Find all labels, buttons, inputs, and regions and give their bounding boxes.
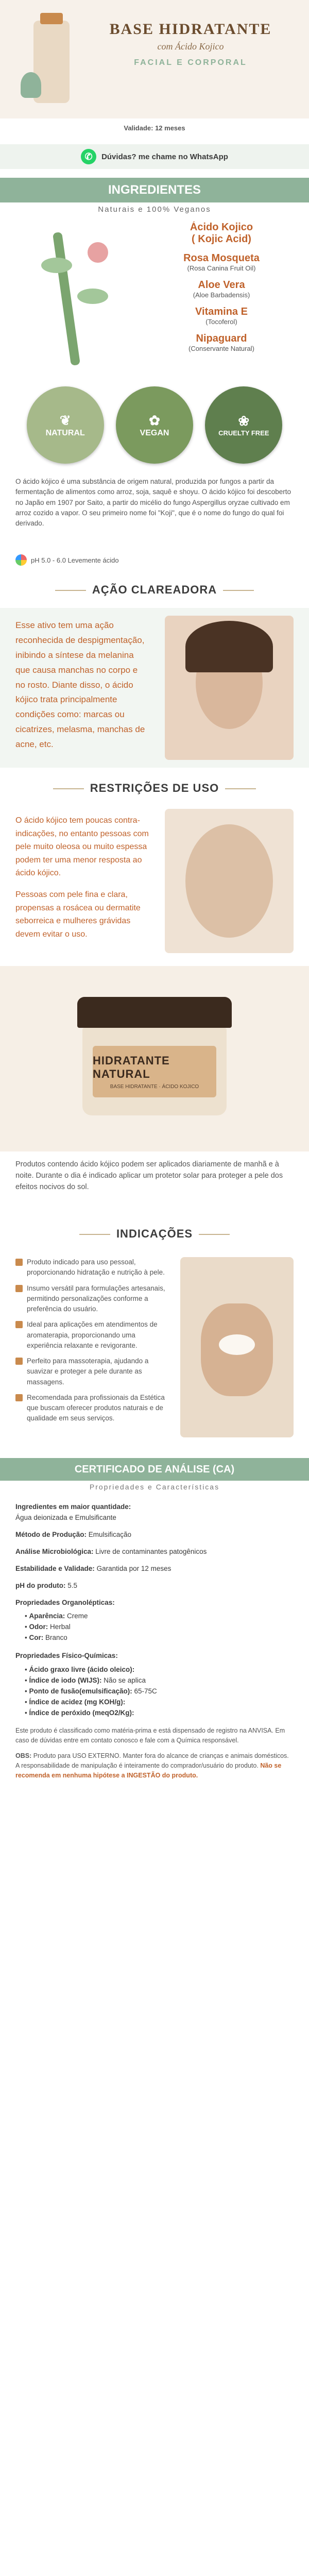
product-title: BASE HIDRATANTE	[109, 21, 272, 38]
indication-text: Produto indicado para uso pessoal, proporcionando hidratação e nutrição à pele.	[27, 1258, 165, 1277]
action-section	[0, 608, 309, 768]
cert-label: Análise Microbiológica:	[15, 1547, 94, 1555]
indications-heading-row	[0, 1221, 309, 1247]
certificate-subtitle-row	[0, 1483, 309, 1496]
restrictions-heading-row	[0, 775, 309, 801]
organoleptic-label: Cor:	[29, 1634, 44, 1642]
physchem-label: Ácido graxo livre (ácido oleico):	[29, 1666, 135, 1674]
ingredient-item	[154, 306, 288, 326]
ingredient-detail: (Aloe Barbadensis)	[193, 291, 250, 299]
organoleptic-value: Herbal	[48, 1623, 71, 1631]
cert-line	[15, 1581, 294, 1591]
ingredient-item	[154, 222, 288, 245]
indications-title: INDICAÇÕES	[0, 1221, 309, 1247]
sprout-icon: ✿	[149, 412, 160, 428]
ingredient-detail: (Tocoferol)	[205, 318, 237, 326]
indication-text: Recomendada para profissionais da Estética que buscam oferecer produtos naturais e de qualidade em seus serviços.	[27, 1393, 165, 1422]
indications-section	[0, 1252, 309, 1448]
physchem-label: Índice de peróxido (meqO2/Kg):	[29, 1708, 134, 1717]
badge-label: NATURAL	[45, 428, 85, 437]
cert-value: Água deionizada e Emulsificante	[15, 1513, 116, 1521]
ingredients-title: INGREDIENTES	[108, 183, 201, 197]
validity-strip	[0, 124, 309, 139]
organoleptic-label: Aparência:	[29, 1612, 65, 1620]
woman-skin-image	[165, 809, 294, 953]
whatsapp-label: Dúvidas? me chame no WhatsApp	[101, 152, 228, 161]
ingredients-subtitle-row	[0, 205, 309, 219]
ingredients-title-bar	[0, 178, 309, 202]
jar-sublabel: BASE HIDRATANTE · ÁCIDO KOJICO	[110, 1083, 199, 1090]
cert-line	[15, 1564, 294, 1574]
intro-section	[0, 477, 309, 549]
ingredient-detail: (Conservante Natural)	[188, 345, 254, 352]
ingredient-name: Vitamina E	[195, 306, 248, 317]
cert-value: Livre de contaminantes patogênicos	[93, 1547, 207, 1555]
check-icon	[15, 1321, 23, 1328]
cert-line	[15, 1502, 294, 1523]
action-heading-row	[0, 577, 309, 603]
physchem-item: • Ponto de fusão(emulsificação): 65-75C	[25, 1687, 157, 1695]
restrictions-title: RESTRIÇÕES DE USO	[0, 775, 309, 801]
organoleptic-item: • Odor: Herbal	[25, 1623, 71, 1631]
organoleptic-value: Branco	[43, 1634, 67, 1642]
ingredient-item	[154, 279, 288, 299]
indication-item	[15, 1283, 170, 1315]
hands-image	[180, 1257, 294, 1437]
certificate-title: CERTIFICADO DE ANÁLISE (CA)	[74, 1464, 235, 1475]
product-subtitle: com Ácido Kojico	[157, 41, 224, 52]
physchem-title: Propriedades Físico-Químicas:	[15, 1652, 118, 1660]
obs-label: OBS:	[15, 1752, 32, 1759]
physchem-item: • Índice de acidez (mg KOH/g):	[25, 1698, 126, 1706]
cert-label: Ingredientes em maior quantidade:	[15, 1503, 131, 1511]
caution-text: Produtos contendo ácido kójico podem ser aplicados diariamente de manhã e à noite. Durante o dia é indicado aplicar um protetor solar para proteger a pele dos efeitos nocivos do sol.	[15, 1160, 283, 1191]
ingredient-name: Ácido Kojico	[190, 222, 253, 233]
indication-item	[15, 1319, 170, 1351]
action-title: AÇÃO CLAREADORA	[0, 577, 309, 603]
rabbit-icon: ❀	[238, 413, 250, 429]
badge-label: CRUELTY FREE	[218, 429, 269, 437]
cert-value: Garantida por 12 meses	[94, 1564, 171, 1572]
jar-label: HIDRATANTE NATURAL	[93, 1054, 170, 1080]
physchem-item: • Índice de iodo (WIJS): Não se aplica	[25, 1676, 146, 1685]
ph-text: pH 5.0 - 6.0 Levemente ácido	[31, 556, 119, 564]
hero-image	[21, 10, 82, 113]
physchem-label: Índice de acidez (mg KOH/g):	[29, 1698, 126, 1706]
check-icon	[15, 1259, 23, 1266]
natural-badge	[27, 386, 104, 464]
leaf-icon: ❦	[59, 412, 71, 428]
obs-text: Produto para USO EXTERNO. Manter fora do alcance de crianças e animais domésticos. A responsabilidade de manipulação é inteiramente do comprador/usuário do produto.	[15, 1752, 289, 1769]
organoleptic-title: Propriedades Organolépticas:	[15, 1598, 115, 1606]
certificate-body	[0, 1502, 309, 1790]
ingredients-subtitle: Naturais e 100% Veganos	[98, 205, 211, 214]
indication-text: Insumo versátil para formulações artesanais, permitindo personalizações conforme a preferência do usuário.	[27, 1284, 165, 1313]
obs-bold: Não se recomenda em nenhuma hipótese a INGESTÃO do produto.	[15, 1761, 282, 1780]
product-jar-section	[0, 966, 309, 1151]
cert-line	[15, 1547, 294, 1557]
organoleptic-value: Creme	[65, 1612, 88, 1620]
header-section	[0, 0, 309, 118]
check-icon	[15, 1285, 23, 1292]
jar-image	[77, 997, 232, 1115]
indication-item	[15, 1393, 170, 1424]
certificate-subtitle: Propriedades e Características	[89, 1483, 220, 1491]
ph-icon	[15, 554, 27, 566]
woman-face-image	[165, 616, 294, 760]
indication-item	[15, 1257, 170, 1278]
physchem-item: • Ácido graxo livre (ácido oleico):	[25, 1666, 135, 1674]
indication-text: Perfeito para massoterapia, ajudando a suavizar e proteger a pele durante as massagens.	[27, 1357, 149, 1386]
check-icon	[15, 1394, 23, 1401]
ingredient-name: Aloe Vera	[198, 279, 245, 291]
organoleptic-label: Odor:	[29, 1623, 48, 1631]
organoleptic-item: • Aparência: Creme	[25, 1612, 88, 1620]
physchem-value: 65-75C	[132, 1687, 157, 1695]
vegan-badge	[116, 386, 193, 464]
whatsapp-banner-top[interactable]	[0, 144, 309, 169]
certificate-title-bar	[0, 1458, 309, 1481]
validity-text: Validade: 12 meses	[124, 124, 185, 132]
cert-value: 5.5	[65, 1581, 77, 1589]
indications-list	[15, 1257, 170, 1429]
action-text: Esse ativo tem uma ação reconhecida de despigmentação, inibindo a síntese da melanina que causa manchas no corpo e no rosto. Diante disso, o ácido kójico trata principalmente condições como: marcas ou cicatrizes, melasma, manchas de acne, etc.	[15, 620, 145, 750]
ingredients-list-section	[0, 222, 309, 376]
cert-value: Emulsificação	[87, 1530, 132, 1538]
check-icon	[15, 1358, 23, 1365]
indication-item	[15, 1356, 170, 1387]
cert-label: Método de Produção:	[15, 1530, 87, 1538]
cert-obs	[15, 1751, 294, 1781]
restrictions-text-1: O ácido kójico tem poucas contra-indicações, no entanto pessoas com pele muito oleosa ou muito espessa podem ter uma menor resposta ao ácido kójico.	[15, 816, 149, 878]
cert-label: pH do produto:	[15, 1581, 66, 1589]
restrictions-section	[0, 809, 309, 958]
product-type: FACIAL E CORPORAL	[134, 58, 247, 67]
physchem-value: Não se aplica	[101, 1676, 146, 1685]
ingredient-item	[154, 252, 288, 272]
physchem-item: • Índice de peróxido (meqO2/Kg):	[25, 1708, 134, 1717]
ingredients-list	[154, 222, 288, 352]
cert-label: Estabilidade e Validade:	[15, 1564, 95, 1572]
ingredient-detail: ( Kojic Acid)	[192, 233, 251, 245]
indication-text: Ideal para aplicações em atendimentos de aromaterapia, proporcionando uma experiência relaxante e revigorante.	[27, 1320, 158, 1349]
ingredient-item	[154, 333, 288, 352]
cert-note: Este produto é classificado como matéria-prima e está dispensado de registro na ANVISA. Em caso de dúvidas entre em contato conosco e fale com a Química responsável.	[15, 1726, 285, 1744]
ingredients-illustration	[31, 227, 134, 371]
organoleptic-item: • Cor: Branco	[25, 1634, 67, 1642]
caution-section	[0, 1159, 309, 1216]
whatsapp-icon: ✆	[81, 149, 96, 164]
badge-label: VEGAN	[140, 428, 169, 437]
cruelty-free-badge	[205, 386, 282, 464]
ingredient-name: Rosa Mosqueta	[183, 252, 260, 264]
cert-line	[15, 1530, 294, 1540]
physchem-label: Índice de iodo (WIJS):	[29, 1676, 102, 1685]
ingredient-detail: (Rosa Canina Fruit Oil)	[187, 264, 256, 272]
restrictions-text-2: Pessoas com pele fina e clara, propensas a rosácea ou dermatite seborreica e mulheres grávidas devem evitar o uso.	[15, 890, 141, 939]
certification-badges	[0, 381, 309, 469]
ingredient-name: Nipaguard	[196, 333, 247, 344]
intro-text: O ácido kójico é uma substância de origem natural, produzida por fungos a partir da fermentação de alimentos como arroz, soja, saquê e shoyu. O ácido kójico foi descoberto no Japão em 1907 por Saito, a partir do micélio do fungo Aspergillus oryzae cultivado em arroz cozido a vapor. O seu primeiro nome foi "Koji", que é o nome do fungo do qual foi derivado.	[15, 478, 291, 527]
physchem-label: Ponto de fusão(emulsificação):	[29, 1687, 132, 1695]
ph-row	[0, 552, 309, 568]
